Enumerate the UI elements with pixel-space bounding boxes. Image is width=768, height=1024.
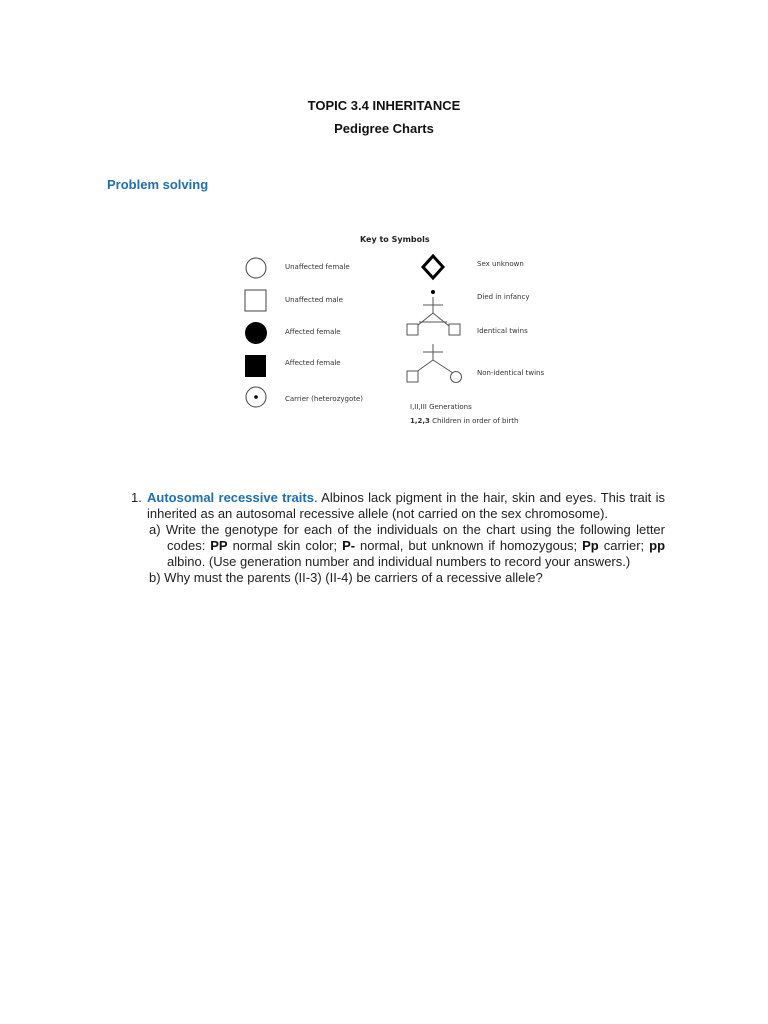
key-to-symbols-figure	[236, 230, 556, 430]
question-part-b: b) Why must the parents (II-3) (II-4) be carriers of a recessive allele?	[149, 570, 543, 585]
key-title: Key to Symbols	[360, 235, 430, 244]
open-square-icon	[245, 290, 266, 311]
part-a-text1: normal skin color;	[227, 538, 343, 553]
children-numbers: 1,2,3	[410, 417, 430, 425]
key-label-unaffected-female: Unaffected female	[285, 263, 350, 271]
key-label-died-in-infancy: Died in infancy	[477, 293, 530, 301]
children-text: Children in order of birth	[429, 417, 519, 425]
small-dot-icon	[431, 290, 435, 294]
key-label-carrier: Carrier (heterozygote)	[285, 395, 364, 403]
part-a-text2: normal, but unknown if homozygous;	[355, 538, 583, 553]
key-label-non-identical-twins: Non-identical twins	[477, 369, 545, 377]
filled-circle-icon	[245, 322, 267, 344]
key-label-identical-twins: Identical twins	[477, 327, 528, 335]
generations-roman-numerals: I,II,III	[410, 403, 427, 411]
key-label-children-order	[410, 417, 518, 425]
key-label-unaffected-male: Unaffected male	[285, 296, 343, 304]
part-a-text3: carrier;	[598, 538, 650, 553]
generations-text: Generations	[426, 403, 472, 411]
key-label-affected-female: Affected female	[285, 328, 341, 336]
filled-square-icon	[245, 355, 266, 377]
question-intro	[147, 490, 665, 522]
identical-twins-icon	[407, 297, 460, 335]
question-1	[131, 490, 665, 586]
part-a-prefix: a) Write the genotype for each of the individuals on the chart using the following letter codes:	[149, 522, 665, 553]
non-identical-twins-icon	[407, 344, 462, 383]
part-a-text4: albino. (Use generation number and individual numbers to record your answers.)	[167, 554, 631, 569]
document-subtitle: Pedigree Charts	[334, 121, 434, 136]
question-body: . Albinos lack pigment in the hair, skin and eyes. This trait is inherited as an autosomal recessive allele (not carried on the sex chromosome).	[147, 490, 666, 521]
key-label-generations	[410, 403, 472, 411]
code-p-dash: P-	[342, 538, 356, 553]
code-pp-lower: pp	[649, 538, 666, 553]
code-pp-mixed: Pp	[582, 538, 599, 553]
document-title: TOPIC 3.4 INHERITANCE	[307, 98, 461, 113]
section-heading: Problem solving	[107, 177, 209, 192]
open-circle-icon	[246, 258, 266, 278]
diamond-icon	[423, 256, 443, 278]
key-label-affected-female-square: Affected female	[285, 359, 341, 367]
code-pp-upper: PP	[210, 538, 228, 553]
question-number: 1.	[131, 490, 142, 505]
key-label-sex-unknown: Sex unknown	[477, 260, 524, 268]
question-lead: Autosomal recessive traits	[147, 490, 314, 505]
question-part-a	[147, 522, 665, 570]
